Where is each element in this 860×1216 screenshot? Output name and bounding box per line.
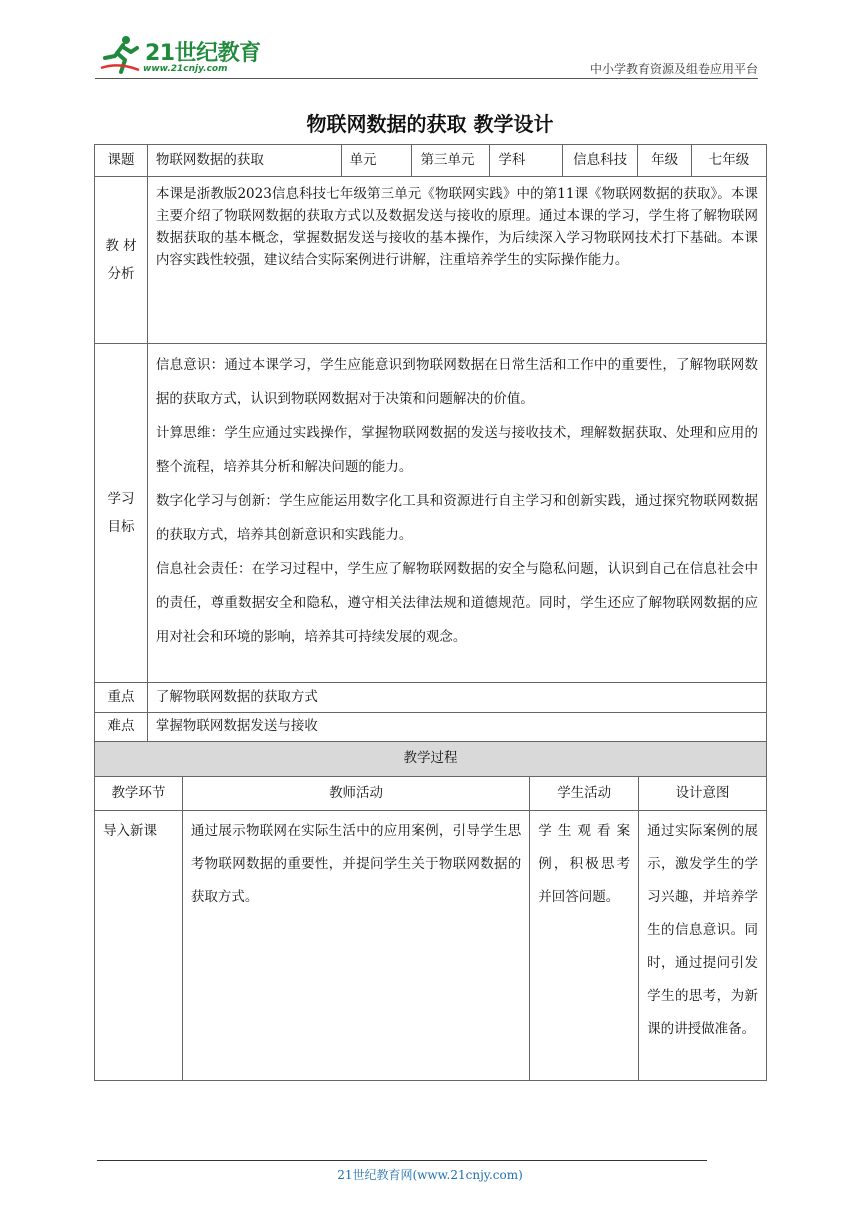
page-header <box>95 32 758 82</box>
grade-value: 七年级 <box>692 145 767 177</box>
platform-name: 中小学教育资源及组卷应用平台 <box>589 62 758 76</box>
process-title: 教学过程 <box>95 742 767 777</box>
footer-divider <box>97 1160 707 1161</box>
objective-item: 信息社会责任：在学习过程中，学生应了解物联网数据的安全与隐私问题，认识到自己在信息社会中的责任，尊重数据安全和隐私，遵守相关法律法规和道德规范。同时，学生还应了解物联网数据的应用对社会和环境的影响，培养其可持续发展的观念。 <box>155 561 758 645</box>
logo-url: www.21cnjy.com <box>143 64 228 74</box>
grade-label: 年级 <box>638 145 692 177</box>
topic-value: 物联网数据的获取 <box>147 145 341 177</box>
subject-label: 学科 <box>490 145 563 177</box>
teacher-activity-cell: 通过展示物联网在实际生活中的应用案例，引导学生思考物联网数据的重要性，并提问学生关于物联网数据的获取方式。 <box>182 811 529 1081</box>
difficulty-label: 难点 <box>95 713 148 742</box>
objectives-text <box>147 344 766 683</box>
teaching-process-table <box>94 741 767 1081</box>
topic-label: 课题 <box>95 145 148 177</box>
process-header-row <box>95 777 767 811</box>
stage-cell: 导入新课 <box>95 811 183 1081</box>
analysis-text: 本课是浙教版2023信息科技七年级第三单元《物联网实践》中的第11课《物联网数据的获取》。本课主要介绍了物联网数据的获取方式以及数据发送与接收的原理。通过本课的学习，学生将了解物联网数据获取的基本概念，掌握数据发送与接收的基本操作，为后续深入学习物联网技术打下基础。本课内容实践性较强，建议结合实际案例进行讲解，注重培养学生的实际操作能力。 <box>147 177 766 344</box>
key-point-value: 了解物联网数据的获取方式 <box>147 683 766 713</box>
runner-icon <box>99 34 143 76</box>
objective-item: 信息意识：通过本课学习，学生应能意识到物联网数据在日常生活和工作中的重要性，了解物联网数据的获取方式，认识到物联网数据对于决策和问题解决的价值。 <box>155 357 758 407</box>
header-divider <box>95 78 758 79</box>
table-row <box>95 811 767 1081</box>
logo-text: 21世纪教育 <box>145 41 261 66</box>
objective-item: 数字化学习与创新：学生应能运用数字化工具和资源进行自主学习和创新实践，通过探究物联网数据的获取方式，培养其创新意识和实践能力。 <box>155 493 758 543</box>
footer-link[interactable]: 21世纪教育网(www.21cnjy.com) <box>337 1168 523 1182</box>
page-title: 物联网数据的获取 教学设计 <box>306 112 554 136</box>
objectives-label <box>95 344 148 683</box>
lesson-info-table <box>94 144 767 742</box>
subject-value: 信息科技 <box>563 145 638 177</box>
unit-value: 第三单元 <box>412 145 490 177</box>
student-activity-cell: 学生观看案例，积极思考并回答问题。 <box>530 811 639 1081</box>
key-point-row <box>95 683 767 713</box>
analysis-label-line1: 教 材 <box>105 238 137 254</box>
process-title-row <box>95 742 767 777</box>
analysis-label-line2: 分析 <box>107 266 135 282</box>
difficulty-row <box>95 713 767 742</box>
col-header-stage: 教学环节 <box>95 777 183 811</box>
objectives-label-line1: 学习 <box>107 491 135 507</box>
col-header-intent: 设计意图 <box>639 777 767 811</box>
key-point-label: 重点 <box>95 683 148 713</box>
col-header-teacher: 教师活动 <box>182 777 529 811</box>
analysis-row <box>95 177 767 344</box>
col-header-student: 学生活动 <box>530 777 639 811</box>
objective-item: 计算思维：学生应通过实践操作，掌握物联网数据的发送与接收技术，理解数据获取、处理和应用的整个流程，培养其分析和解决问题的能力。 <box>155 425 758 475</box>
info-row <box>95 145 767 177</box>
analysis-label <box>95 177 148 344</box>
design-intent-cell: 通过实际案例的展示，激发学生的学习兴趣，并培养学生的信息意识。同时，通过提问引发学生的思考，为新课的讲授做准备。 <box>639 811 767 1081</box>
difficulty-value: 掌握物联网数据发送与接收 <box>147 713 766 742</box>
objectives-row <box>95 344 767 683</box>
site-logo[interactable] <box>95 32 265 78</box>
objectives-label-line2: 目标 <box>107 519 135 535</box>
unit-label: 单元 <box>341 145 412 177</box>
